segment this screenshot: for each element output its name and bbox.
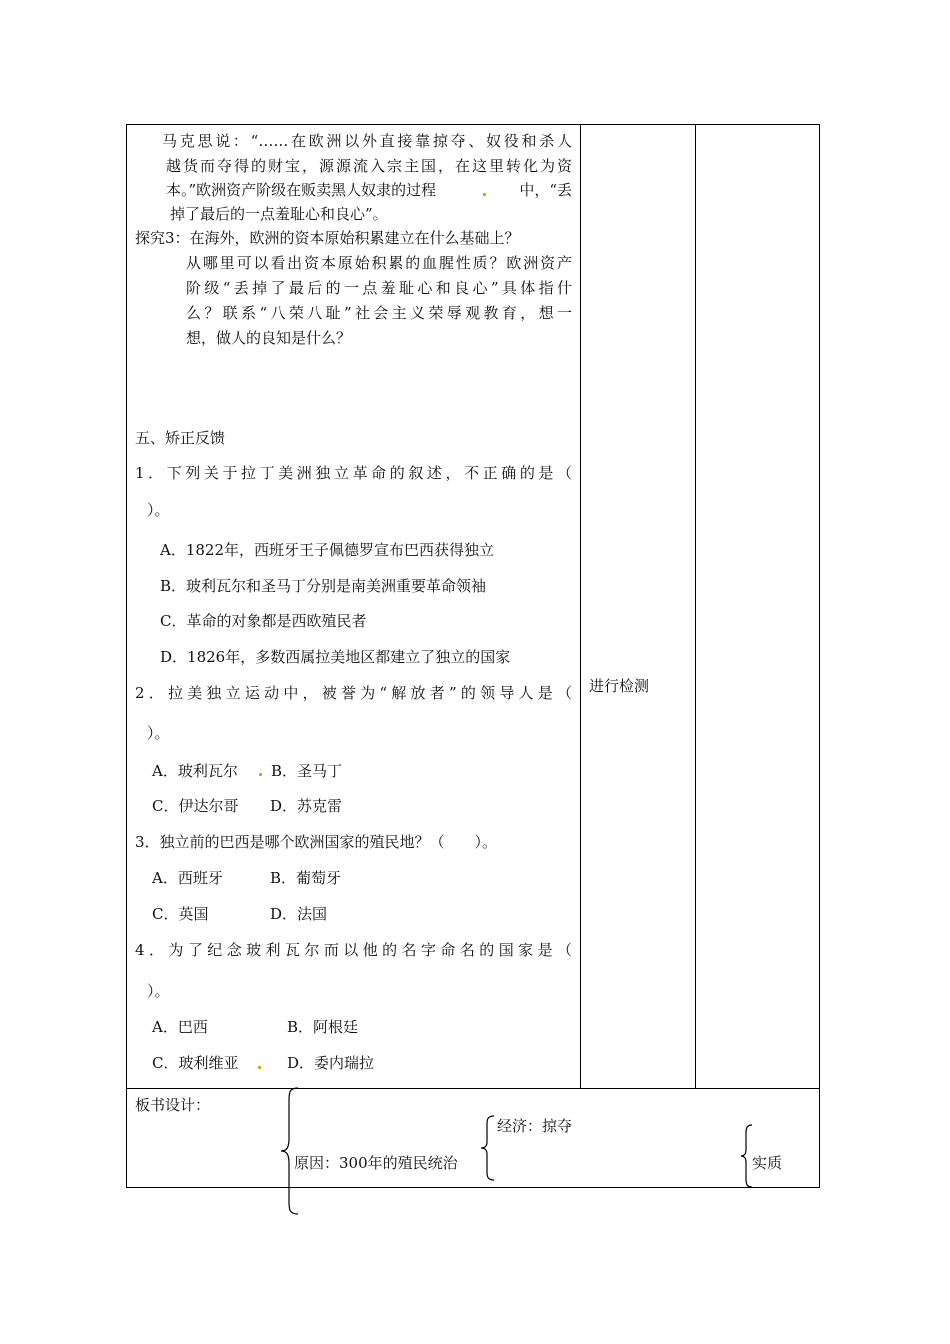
- quote-line-3-part-a: 本。”欧洲资产阶级在贩卖黑人奴隶的过程: [166, 181, 437, 199]
- q4-option-d: D．委内瑞拉: [287, 1054, 375, 1072]
- table-right-border: [819, 124, 820, 1188]
- q4-option-b: B．阿根廷: [287, 1018, 359, 1036]
- q4-option-c: C．玻利维亚: [152, 1054, 239, 1072]
- q2-option-d: D．苏克雷: [270, 797, 343, 815]
- q3-stem: 3．独立前的巴西是哪个欧洲国家的殖民地？（ ）。: [135, 833, 498, 851]
- column-divider-1: [580, 124, 581, 1089]
- quote-line-3-part-b: 中，“丢: [519, 181, 572, 199]
- q2-option-c: C．伊达尔哥: [152, 797, 239, 815]
- yellow-dot-mark: [483, 193, 486, 196]
- q3-option-c: C．英国: [152, 905, 209, 923]
- table-top-border: [126, 124, 820, 125]
- q2-stem: 2．拉美独立运动中，被誉为“解放者”的领导人是（: [135, 684, 572, 702]
- q1-option-c: C．革命的对象都是西欧殖民者: [160, 612, 367, 630]
- explore3-line-5: 想，做人的良知是什么？: [186, 329, 352, 347]
- explore3-line-3: 阶级“丢掉了最后的一点羞耻心和良心”具体指什: [186, 279, 572, 297]
- q4-option-a: A．巴西: [152, 1018, 208, 1036]
- explore3-line-2: 从哪里可以看出资本原始积累的血腥性质？欧洲资产: [186, 254, 572, 272]
- board-essence: 实质: [752, 1154, 783, 1172]
- side-note: 进行检测: [589, 677, 650, 695]
- board-label: 板书设计：: [135, 1096, 211, 1114]
- q2-option-b: B．圣马丁: [271, 762, 343, 780]
- board-economy: 经济：掠夺: [497, 1117, 573, 1135]
- quote-line-4: 掉了最后的一点羞耻心和良心”。: [170, 205, 388, 223]
- q1-option-d: D．1826年，多数西属拉美地区都建立了独立的国家: [160, 648, 511, 666]
- q2-stem-end: ）。: [147, 724, 170, 742]
- q1-option-a: A．1822年，西班牙王子佩德罗宣布巴西获得独立: [160, 541, 495, 559]
- table-bottom-border: [126, 1187, 820, 1188]
- yellow-dot-mark: [259, 773, 262, 776]
- q1-stem: 1．下列关于拉丁美洲独立革命的叙述，不正确的是（: [135, 464, 572, 482]
- feedback-heading: 五、矫正反馈: [135, 429, 226, 447]
- board-cause: 原因：300年的殖民统治: [294, 1154, 458, 1172]
- row-divider: [126, 1088, 820, 1089]
- yellow-dot-mark: [258, 1066, 261, 1069]
- quote-line-2: 越货而夺得的财宝，源源流入宗主国，在这里转化为资: [166, 157, 572, 175]
- q3-option-b: B．葡萄牙: [270, 869, 342, 887]
- quote-line-1: 马克思说：“……在欧洲以外直接靠掠夺、奴役和杀人: [162, 132, 572, 150]
- q4-stem: 4．为了纪念玻利瓦尔而以他的名字命名的国家是（: [135, 941, 572, 959]
- q4-stem-end: ）。: [147, 982, 170, 1000]
- left-brace-icon: [280, 1087, 300, 1215]
- q3-option-a: A．西班牙: [152, 869, 223, 887]
- q1-option-b: B．玻利瓦尔和圣马丁分别是南美洲重要革命领袖: [160, 577, 487, 595]
- explore3-line-1: 探究3：在海外，欧洲的资本原始积累建立在什么基础上？: [135, 229, 520, 247]
- brace-icon: [480, 1115, 496, 1181]
- table-left-border: [126, 124, 127, 1188]
- explore3-line-4: 么？联系“八荣八耻”社会主义荣辱观教育，想一: [186, 304, 572, 322]
- q1-stem-end: ）。: [147, 501, 170, 519]
- q2-option-a: A．玻利瓦尔: [152, 762, 238, 780]
- column-divider-2: [695, 124, 696, 1089]
- q3-option-d: D．法国: [270, 905, 328, 923]
- quote-line-3: [166, 181, 572, 199]
